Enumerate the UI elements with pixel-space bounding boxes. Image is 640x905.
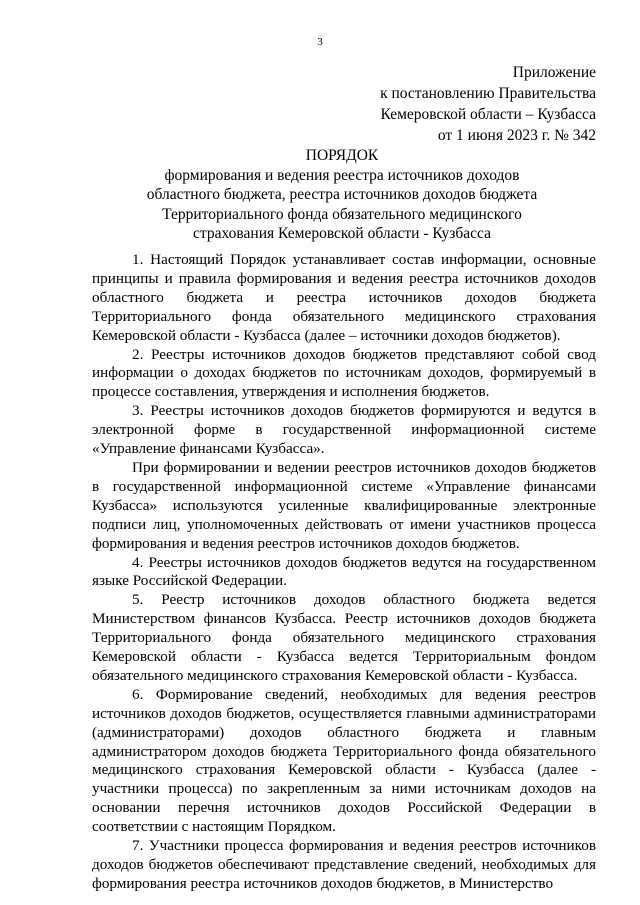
paragraph-4: 4. Реестры источников доходов бюджетов ведутся на государственном языке Российской Федерации.	[92, 553, 596, 590]
title-line: Территориального фонда обязательного медицинского	[162, 205, 522, 223]
document-title	[92, 146, 592, 244]
page-number: 3	[317, 36, 323, 48]
title-line: областного бюджета, реестра источников доходов бюджета	[146, 186, 538, 203]
appendix-header	[336, 62, 596, 146]
paragraph-1: 1. Настоящий Порядок устанавливает состав информации, основные принципы и правила формирования и ведения реестра источников доходов областного бюджета и реестра источников доходов бюджета Территориального фонда обязательного медицинского страхования Кемеровской области - Кузбасса (далее – источники доходов бюджетов).	[92, 251, 596, 344]
paragraph-6: 6. Формирование сведений, необходимых для ведения реестров источников доходов бюджетов, осуществляется главными администраторами (администраторами) доходов областного бюджета и главным администратором доходов бюджета Территориального фонда обязательного медицинского страхования Кемеровской области - Кузбасса (далее - участники процесса) по закрепленным за ними источникам доходов на основании перечня источников доходов Российской Федерации в соответствии с настоящим Порядком.	[92, 685, 596, 836]
document-body	[92, 251, 596, 894]
title-heading: ПОРЯДОК	[305, 147, 379, 164]
paragraph-3: 3. Реестры источников доходов бюджетов формируются и ведутся в электронной форме в государственной информационной системе «Управление финансами Кузбасса».	[92, 402, 596, 458]
appendix-line: к постановлению Правительства	[380, 85, 596, 102]
appendix-line: от 1 июня 2023 г. № 342	[437, 127, 596, 144]
paragraph-3-continued: При формировании и ведении реестров источников доходов бюджетов в государственной информационной системе «Управление финансами Кузбасса» используются усиленные квалифицированные электронные подписи лиц, уполномоченных действовать от имени участников процесса формирования и ведения реестров источников доходов бюджетов.	[92, 458, 596, 552]
appendix-line: Кемеровской области – Кузбасса	[380, 106, 596, 123]
paragraph-2: 2. Реестры источников доходов бюджетов представляют собой свод информации о доходах бюджетов по источникам доходов, формируемый в процессе составления, утверждения и исполнения бюджетов.	[92, 345, 596, 401]
title-line: формирования и ведения реестра источников доходов	[164, 166, 520, 184]
title-line: страхования Кемеровской области - Кузбасса	[193, 225, 491, 242]
paragraph-5: 5. Реестр источников доходов областного бюджета ведется Министерством финансов Кузбасса. Реестр источников доходов бюджета Территориального фонда обязательного медицинского страхования Кемеровской области - Кузбасса ведется Территориальным фондом обязательного медицинского страхования Кемеровской области - Кузбасса.	[92, 591, 596, 684]
paragraph-7: 7. Участники процесса формирования и ведения реестров источников доходов бюджетов обеспечивают представление сведений, необходимых для формирования реестра источников доходов бюджетов, в Министерство	[92, 837, 596, 892]
appendix-line: Приложение	[512, 64, 596, 81]
